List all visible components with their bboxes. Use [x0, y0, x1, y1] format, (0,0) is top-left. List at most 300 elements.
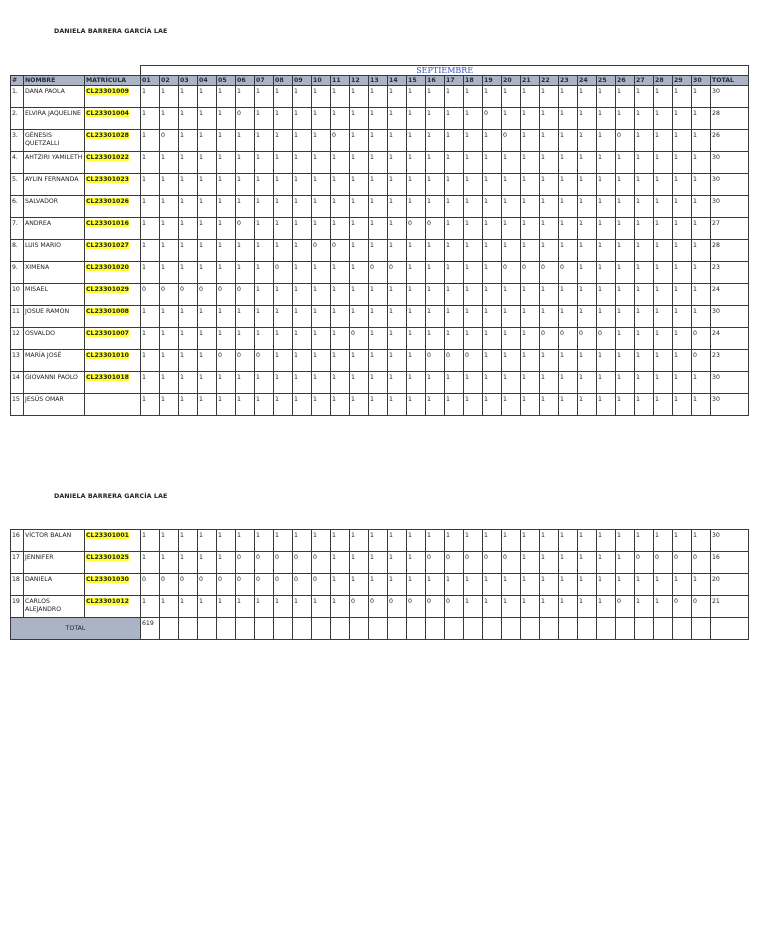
attendance-mark: 1 [369, 108, 388, 130]
matricula-cell [85, 196, 141, 218]
attendance-mark: 1 [255, 394, 274, 416]
attendance-mark: 1 [426, 530, 445, 552]
student-row [11, 218, 749, 240]
attendance-mark: 1 [464, 218, 483, 240]
attendance-mark: 1 [673, 240, 692, 262]
student-row [11, 552, 749, 574]
attendance-mark: 1 [179, 108, 198, 130]
matricula-cell [85, 552, 141, 574]
attendance-mark: 1 [198, 328, 217, 350]
header-day: 05 [217, 76, 236, 86]
attendance-mark: 1 [692, 372, 711, 394]
attendance-mark: 0 [426, 350, 445, 372]
attendance-mark: 1 [255, 152, 274, 174]
attendance-mark: 0 [502, 552, 521, 574]
attendance-mark: 1 [350, 552, 369, 574]
attendance-mark: 1 [673, 196, 692, 218]
attendance-mark: 1 [179, 530, 198, 552]
matricula-id: CL23301009 [86, 88, 129, 95]
attendance-mark: 1 [521, 596, 540, 618]
row-number: 8. [11, 240, 24, 262]
attendance-mark: 1 [692, 108, 711, 130]
student-name: ANDREA [24, 218, 85, 240]
empty-cell [445, 618, 464, 640]
attendance-mark: 1 [141, 306, 160, 328]
attendance-mark: 1 [331, 152, 350, 174]
attendance-mark: 1 [654, 174, 673, 196]
attendance-mark: 1 [540, 108, 559, 130]
attendance-mark: 1 [407, 108, 426, 130]
attendance-mark: 1 [388, 284, 407, 306]
attendance-mark: 1 [673, 130, 692, 152]
attendance-mark: 1 [255, 174, 274, 196]
attendance-mark: 1 [141, 552, 160, 574]
attendance-mark: 1 [635, 328, 654, 350]
attendance-mark: 0 [407, 596, 426, 618]
attendance-mark: 1 [616, 306, 635, 328]
attendance-mark: 1 [331, 174, 350, 196]
attendance-mark: 1 [445, 240, 464, 262]
attendance-mark: 1 [236, 372, 255, 394]
attendance-mark: 1 [407, 552, 426, 574]
attendance-mark: 1 [654, 530, 673, 552]
attendance-mark: 0 [502, 130, 521, 152]
attendance-mark: 1 [559, 306, 578, 328]
attendance-mark: 1 [236, 328, 255, 350]
attendance-mark: 1 [274, 152, 293, 174]
row-number: 4. [11, 152, 24, 174]
attendance-mark: 1 [217, 196, 236, 218]
attendance-mark: 1 [160, 86, 179, 108]
attendance-mark: 1 [692, 86, 711, 108]
attendance-mark: 0 [578, 328, 597, 350]
attendance-mark: 1 [578, 130, 597, 152]
attendance-mark: 1 [654, 196, 673, 218]
attendance-mark: 1 [217, 86, 236, 108]
attendance-mark: 1 [179, 372, 198, 394]
matricula-cell [85, 240, 141, 262]
matricula-cell [85, 284, 141, 306]
student-name: JOSUE RAMON [24, 306, 85, 328]
row-total: 20 [711, 574, 749, 596]
attendance-mark: 1 [635, 306, 654, 328]
header-day: 25 [597, 76, 616, 86]
attendance-mark: 1 [692, 174, 711, 196]
attendance-mark: 1 [255, 218, 274, 240]
attendance-mark: 1 [369, 284, 388, 306]
attendance-mark: 1 [483, 174, 502, 196]
attendance-mark: 1 [331, 108, 350, 130]
attendance-mark: 0 [464, 552, 483, 574]
attendance-mark: 1 [521, 86, 540, 108]
empty-cell [331, 618, 350, 640]
attendance-mark: 1 [502, 530, 521, 552]
header-day: 28 [654, 76, 673, 86]
empty-cell [426, 618, 445, 640]
attendance-mark: 1 [198, 174, 217, 196]
attendance-mark: 1 [160, 328, 179, 350]
attendance-mark: 1 [578, 262, 597, 284]
attendance-mark: 0 [217, 574, 236, 596]
attendance-mark: 1 [369, 86, 388, 108]
attendance-mark: 1 [141, 350, 160, 372]
attendance-mark: 1 [578, 394, 597, 416]
attendance-mark: 1 [141, 372, 160, 394]
attendance-mark: 1 [141, 152, 160, 174]
empty-cell [255, 618, 274, 640]
attendance-mark: 1 [312, 130, 331, 152]
attendance-mark: 1 [540, 596, 559, 618]
attendance-mark: 1 [654, 394, 673, 416]
attendance-mark: 1 [141, 328, 160, 350]
attendance-mark: 1 [160, 372, 179, 394]
row-total: 30 [711, 372, 749, 394]
attendance-mark: 1 [654, 574, 673, 596]
attendance-mark: 1 [502, 152, 521, 174]
attendance-mark: 1 [464, 108, 483, 130]
attendance-mark: 1 [692, 284, 711, 306]
attendance-mark: 0 [635, 552, 654, 574]
attendance-mark: 0 [160, 574, 179, 596]
attendance-mark: 0 [255, 574, 274, 596]
header-day: 30 [692, 76, 711, 86]
row-total: 30 [711, 306, 749, 328]
empty-cell [635, 618, 654, 640]
attendance-mark: 0 [331, 240, 350, 262]
attendance-mark: 1 [293, 284, 312, 306]
attendance-mark: 0 [179, 284, 198, 306]
row-total: 30 [711, 86, 749, 108]
empty-cell [179, 618, 198, 640]
attendance-mark: 1 [559, 174, 578, 196]
attendance-mark: 1 [559, 394, 578, 416]
row-number: 17 [11, 552, 24, 574]
attendance-mark: 1 [217, 108, 236, 130]
student-name: MISAEL [24, 284, 85, 306]
attendance-mark: 1 [217, 372, 236, 394]
attendance-mark: 1 [464, 596, 483, 618]
attendance-mark: 1 [559, 152, 578, 174]
attendance-mark: 1 [673, 574, 692, 596]
matricula-id: CL23301012 [86, 598, 129, 605]
attendance-mark: 1 [369, 174, 388, 196]
attendance-mark: 1 [540, 152, 559, 174]
attendance-mark: 1 [464, 130, 483, 152]
attendance-mark: 1 [654, 328, 673, 350]
attendance-mark: 1 [673, 152, 692, 174]
attendance-mark: 1 [635, 350, 654, 372]
attendance-mark: 1 [141, 196, 160, 218]
header-day: 01 [141, 76, 160, 86]
attendance-mark: 1 [445, 284, 464, 306]
attendance-mark: 1 [255, 130, 274, 152]
attendance-mark: 1 [502, 196, 521, 218]
attendance-mark: 1 [255, 328, 274, 350]
attendance-mark: 1 [502, 284, 521, 306]
attendance-mark: 1 [692, 218, 711, 240]
attendance-mark: 1 [426, 130, 445, 152]
matricula-cell [85, 152, 141, 174]
attendance-mark: 1 [407, 240, 426, 262]
student-row [11, 108, 749, 130]
empty-cell [692, 618, 711, 640]
attendance-mark: 1 [578, 372, 597, 394]
attendance-mark: 1 [236, 130, 255, 152]
attendance-mark: 1 [198, 262, 217, 284]
attendance-mark: 1 [654, 108, 673, 130]
matricula-cell [85, 108, 141, 130]
attendance-mark: 1 [198, 108, 217, 130]
student-name: DANIELA [24, 574, 85, 596]
attendance-mark: 1 [217, 218, 236, 240]
attendance-mark: 1 [274, 350, 293, 372]
matricula-id: CL23301004 [86, 110, 129, 117]
attendance-mark: 1 [692, 394, 711, 416]
attendance-mark: 1 [616, 284, 635, 306]
attendance-mark: 1 [502, 328, 521, 350]
empty-cell [464, 618, 483, 640]
attendance-mark: 1 [255, 196, 274, 218]
attendance-mark: 1 [445, 174, 464, 196]
header-day: 07 [255, 76, 274, 86]
attendance-mark: 1 [521, 284, 540, 306]
attendance-mark: 1 [160, 306, 179, 328]
attendance-mark: 1 [597, 394, 616, 416]
attendance-mark: 1 [198, 240, 217, 262]
matricula-id: CL23301026 [86, 198, 129, 205]
attendance-mark: 1 [293, 596, 312, 618]
matricula-id: CL23301020 [86, 264, 129, 271]
attendance-mark: 1 [198, 552, 217, 574]
attendance-mark: 1 [293, 394, 312, 416]
attendance-mark: 1 [540, 552, 559, 574]
student-row [11, 596, 749, 618]
attendance-mark: 1 [483, 152, 502, 174]
matricula-id: CL23301008 [86, 308, 129, 315]
attendance-mark: 0 [274, 574, 293, 596]
attendance-mark: 0 [331, 130, 350, 152]
row-number: 12 [11, 328, 24, 350]
attendance-mark: 1 [445, 108, 464, 130]
attendance-mark: 1 [616, 196, 635, 218]
attendance-mark: 1 [445, 394, 464, 416]
attendance-mark: 1 [597, 130, 616, 152]
row-number: 18 [11, 574, 24, 596]
attendance-mark: 1 [179, 130, 198, 152]
attendance-mark: 1 [540, 574, 559, 596]
header-day: 26 [616, 76, 635, 86]
attendance-mark: 1 [426, 262, 445, 284]
attendance-mark: 1 [483, 574, 502, 596]
header-day: 08 [274, 76, 293, 86]
attendance-mark: 1 [350, 152, 369, 174]
attendance-mark: 1 [312, 174, 331, 196]
attendance-mark: 1 [635, 130, 654, 152]
attendance-mark: 1 [559, 350, 578, 372]
document-author-header: DANIELA BARRERA GARCÍA LAE [54, 28, 168, 35]
empty-cell [293, 618, 312, 640]
attendance-mark: 1 [673, 174, 692, 196]
empty-cell [711, 618, 749, 640]
attendance-mark: 1 [654, 218, 673, 240]
attendance-mark: 1 [388, 86, 407, 108]
empty-cell [350, 618, 369, 640]
attendance-mark: 1 [578, 530, 597, 552]
header-day: 02 [160, 76, 179, 86]
attendance-mark: 1 [445, 328, 464, 350]
attendance-mark: 1 [350, 240, 369, 262]
student-row [11, 284, 749, 306]
student-row [11, 240, 749, 262]
attendance-mark: 1 [293, 218, 312, 240]
attendance-mark: 1 [312, 196, 331, 218]
row-total: 23 [711, 262, 749, 284]
row-number: 11 [11, 306, 24, 328]
row-number: 3. [11, 130, 24, 152]
empty-cell [388, 618, 407, 640]
attendance-mark: 0 [312, 552, 331, 574]
attendance-mark: 1 [198, 218, 217, 240]
attendance-mark: 1 [293, 174, 312, 196]
matricula-cell [85, 86, 141, 108]
student-name: GÉNESIS QUETZALLI [24, 130, 85, 152]
attendance-mark: 1 [407, 372, 426, 394]
empty-cell [312, 618, 331, 640]
attendance-mark: 1 [502, 350, 521, 372]
attendance-mark: 1 [179, 262, 198, 284]
attendance-mark: 1 [483, 262, 502, 284]
attendance-mark: 1 [464, 262, 483, 284]
attendance-mark: 1 [312, 394, 331, 416]
header-day: 16 [426, 76, 445, 86]
attendance-mark: 1 [483, 530, 502, 552]
attendance-mark: 1 [350, 86, 369, 108]
attendance-mark: 1 [578, 240, 597, 262]
attendance-mark: 1 [616, 530, 635, 552]
attendance-mark: 1 [179, 86, 198, 108]
attendance-mark: 1 [407, 530, 426, 552]
attendance-mark: 1 [407, 284, 426, 306]
attendance-mark: 1 [255, 284, 274, 306]
attendance-mark: 1 [540, 130, 559, 152]
attendance-mark: 1 [217, 328, 236, 350]
matricula-cell [85, 328, 141, 350]
attendance-mark: 1 [464, 240, 483, 262]
attendance-mark: 1 [293, 240, 312, 262]
empty-cell [540, 618, 559, 640]
attendance-mark: 1 [597, 218, 616, 240]
matricula-cell [85, 130, 141, 152]
attendance-mark: 1 [160, 196, 179, 218]
attendance-mark: 1 [483, 240, 502, 262]
row-number: 5. [11, 174, 24, 196]
attendance-mark: 1 [331, 306, 350, 328]
column-header-row [11, 76, 749, 86]
attendance-mark: 1 [616, 552, 635, 574]
attendance-mark: 1 [673, 218, 692, 240]
attendance-mark: 1 [274, 86, 293, 108]
attendance-mark: 1 [540, 240, 559, 262]
attendance-mark: 1 [179, 328, 198, 350]
header-day: 23 [559, 76, 578, 86]
attendance-mark: 1 [635, 372, 654, 394]
attendance-mark: 0 [236, 574, 255, 596]
attendance-mark: 1 [445, 152, 464, 174]
attendance-mark: 1 [426, 86, 445, 108]
attendance-mark: 1 [369, 530, 388, 552]
attendance-mark: 1 [540, 284, 559, 306]
attendance-mark: 1 [597, 552, 616, 574]
attendance-mark: 0 [445, 552, 464, 574]
attendance-mark: 1 [274, 284, 293, 306]
attendance-mark: 1 [331, 86, 350, 108]
attendance-mark: 1 [635, 108, 654, 130]
attendance-mark: 1 [445, 262, 464, 284]
attendance-mark: 1 [502, 86, 521, 108]
attendance-mark: 1 [635, 574, 654, 596]
attendance-mark: 1 [198, 530, 217, 552]
attendance-mark: 1 [483, 86, 502, 108]
attendance-mark: 1 [464, 574, 483, 596]
header-day: 17 [445, 76, 464, 86]
attendance-mark: 0 [141, 284, 160, 306]
attendance-mark: 1 [521, 240, 540, 262]
attendance-mark: 1 [654, 306, 673, 328]
attendance-mark: 1 [236, 306, 255, 328]
attendance-mark: 1 [217, 596, 236, 618]
attendance-mark: 0 [597, 328, 616, 350]
attendance-mark: 1 [559, 284, 578, 306]
header-day: 29 [673, 76, 692, 86]
empty-cell [502, 618, 521, 640]
attendance-mark: 1 [673, 86, 692, 108]
attendance-mark: 0 [160, 130, 179, 152]
attendance-mark: 0 [141, 574, 160, 596]
student-name: GIOVANNI PAOLO [24, 372, 85, 394]
attendance-mark: 1 [654, 596, 673, 618]
student-row [11, 530, 749, 552]
attendance-mark: 1 [255, 306, 274, 328]
attendance-mark: 1 [198, 196, 217, 218]
attendance-mark: 0 [255, 552, 274, 574]
attendance-mark: 1 [654, 372, 673, 394]
attendance-mark: 1 [274, 196, 293, 218]
attendance-mark: 1 [635, 394, 654, 416]
attendance-mark: 1 [464, 394, 483, 416]
attendance-mark: 1 [464, 196, 483, 218]
attendance-mark: 1 [293, 262, 312, 284]
row-total: 30 [711, 530, 749, 552]
attendance-mark: 1 [445, 574, 464, 596]
header-day: 12 [350, 76, 369, 86]
attendance-mark: 1 [179, 552, 198, 574]
attendance-mark: 0 [692, 552, 711, 574]
attendance-mark: 1 [274, 218, 293, 240]
empty-cell [236, 618, 255, 640]
row-number: 6. [11, 196, 24, 218]
attendance-mark: 1 [597, 350, 616, 372]
attendance-mark: 1 [179, 152, 198, 174]
attendance-mark: 1 [350, 108, 369, 130]
attendance-mark: 1 [521, 394, 540, 416]
header-day: 14 [388, 76, 407, 86]
attendance-mark: 1 [426, 372, 445, 394]
attendance-mark: 1 [464, 86, 483, 108]
attendance-mark: 1 [521, 306, 540, 328]
student-name: AHTZIRI YAMILETH [24, 152, 85, 174]
attendance-mark: 1 [293, 130, 312, 152]
attendance-mark: 1 [293, 152, 312, 174]
